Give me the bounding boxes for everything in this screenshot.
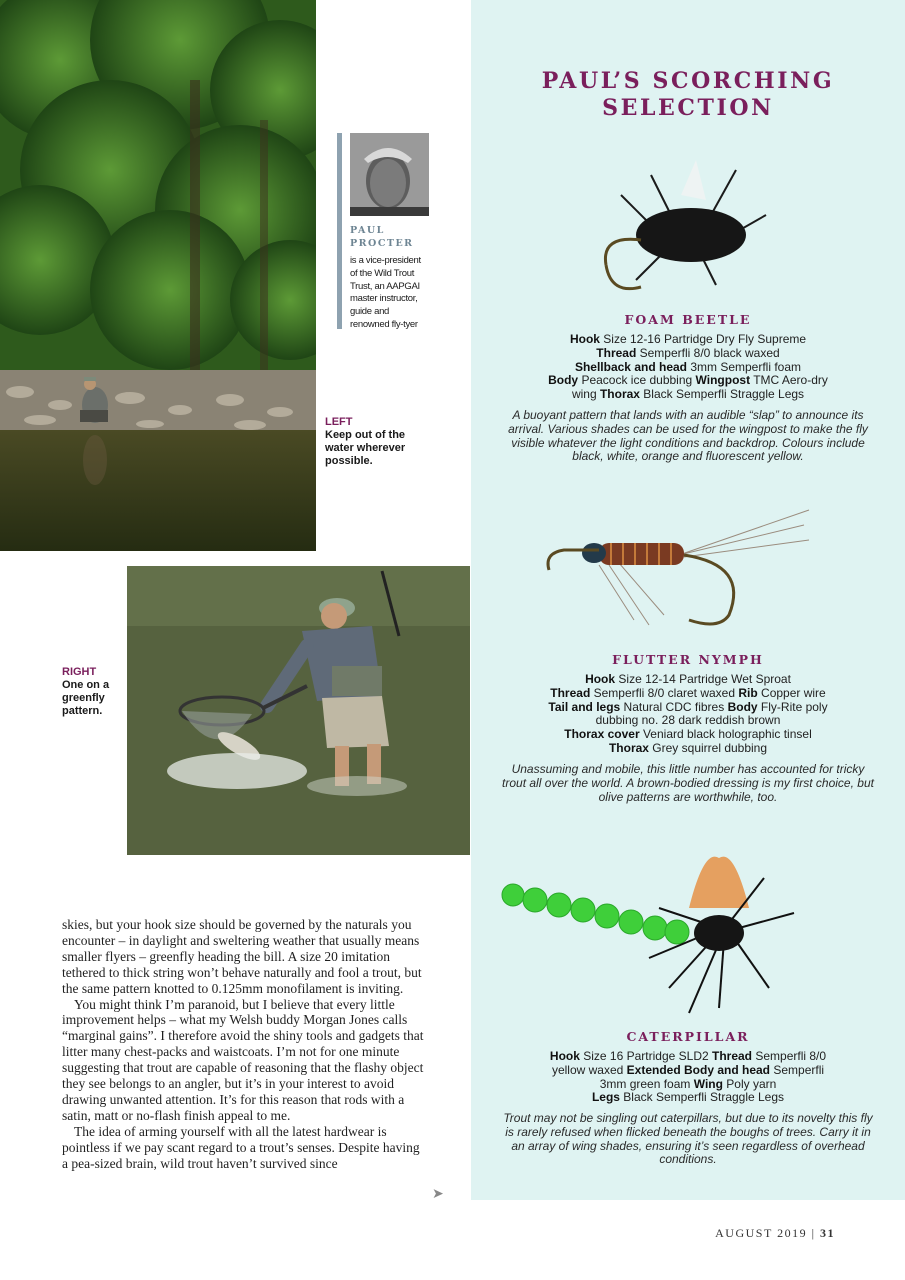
fly-spec-value: wing xyxy=(571,387,600,402)
fly-description-caterpillar: Trout may not be singling out caterpillars, but due to its novelty this fly is rarely refused when flicked beneath the boughs of trees. Carry it in an array of wing shades, ensuring it’s seen regardless of overhead conditions. xyxy=(503,1111,873,1167)
fly-spec-value: Semperfli xyxy=(770,1062,825,1077)
author-portrait xyxy=(350,133,429,216)
fly-spec-line xyxy=(471,1050,905,1064)
article-paragraph: You might think I’m paranoid, but I believe that every little improvement helps – what my Welsh buddy Morgan Jones calls “marginal gains”. I therefore avoid the shiny tools and gadgets that litter many chest-packs and waistcoats. I’m not for one minute suggesting that trout are capable of reasoning that the flashy object they see belongs to an angler, but it’s in your interest to avoid drawing unwanted attention. It’s for this reason that rods with a satin, matt or no-flash finish appeal to me. xyxy=(62,996,424,1123)
fly-spec-label: Thorax xyxy=(599,387,640,402)
fly-spec-value: Size 12-16 Partridge Dry Fly Supreme xyxy=(599,332,807,346)
fly-spec-value: Poly yarn xyxy=(722,1076,777,1091)
fly-spec-line xyxy=(471,714,905,728)
fly-spec-line xyxy=(471,673,905,687)
fly-spec-value: Copper wire xyxy=(757,685,826,700)
fly-spec-line xyxy=(471,1064,905,1078)
page-number: 31 xyxy=(820,1226,835,1240)
fly-spec-label: Body xyxy=(727,699,758,714)
caterpillar-image xyxy=(499,848,799,1023)
fly-spec-value: Black Semperfli Straggle Legs xyxy=(639,387,805,402)
fly-spec-label: Wingpost xyxy=(695,373,751,388)
netting-trout-photo xyxy=(127,566,470,855)
fly-spec-label: Body xyxy=(548,373,579,388)
right-caption-text: One on a greenfly pattern. xyxy=(62,679,110,717)
riverbank-photo xyxy=(0,0,316,551)
fly-spec-value: Fly-Rite poly xyxy=(757,699,828,714)
left-caption-text: Keep out of the water wherever possible. xyxy=(325,429,406,467)
fly-spec-foam-beetle xyxy=(471,333,905,402)
fly-spec-value: Semperfli 8/0 claret waxed xyxy=(590,685,739,700)
fly-spec-label: Thorax cover xyxy=(564,727,640,742)
fly-description-foam-beetle: A buoyant pattern that lands with an audible “slap” to announce its arrival. Various shades can be used for the wingpost to make the fly visible whatever the light conditions and backdrop. Colours include black, white, orange and fluorescent yellow. xyxy=(508,408,868,464)
author-bio: is a vice-president of the Wild Trout Trust, an AAPGAI master instructor, guide and renowned fly-tyer xyxy=(350,255,421,330)
fly-spec-value: Grey squirrel dubbing xyxy=(648,740,768,755)
fly-title-flutter-nymph: FLUTTER NYMPH xyxy=(612,652,764,667)
fly-spec-value: Black Semperfli Straggle Legs xyxy=(619,1090,785,1105)
fly-spec-line xyxy=(471,742,905,756)
sidebar-title xyxy=(471,68,905,122)
fly-spec-line xyxy=(471,687,905,701)
foam-beetle-image xyxy=(581,155,781,300)
fly-spec-line xyxy=(471,388,905,402)
fly-spec-value: yellow waxed xyxy=(551,1062,627,1077)
fly-spec-label: Hook xyxy=(585,672,616,686)
left-caption-tag: LEFT xyxy=(325,416,353,428)
fly-spec-label: Extended Body and head xyxy=(626,1062,771,1077)
fly-spec-label: Shellback and head xyxy=(574,359,687,374)
fly-spec-label: Rib xyxy=(738,685,758,700)
fly-spec-value: 3mm green foam xyxy=(599,1076,694,1091)
netting-trout-photo-art xyxy=(127,566,470,855)
fly-spec-label: Wing xyxy=(693,1076,723,1091)
fly-spec-value: 3mm Semperfli foam xyxy=(687,359,802,374)
fly-spec-value: Natural CDC fibres xyxy=(620,699,728,714)
fly-spec-line xyxy=(471,728,905,742)
footer-separator: | xyxy=(807,1226,820,1240)
fly-spec-line xyxy=(471,1078,905,1092)
sidebar-title-line-2: SELECTION xyxy=(602,95,774,121)
issue-date: AUGUST 2019 xyxy=(715,1226,808,1240)
fly-spec-value: Veniard black holographic tinsel xyxy=(639,727,812,742)
fly-spec-flutter-nymph xyxy=(471,673,905,756)
article-paragraph: skies, but your hook size should be governed by the naturals you encounter – in daylight and sweltering weather that usually means smaller flyers – greenfly heading the bill. A size 20 imitation tethered to thick string won’t behave naturally and fool a trout, but the same pattern knotted to 0.125mm monofilament is inviting. xyxy=(62,917,422,996)
fly-spec-line xyxy=(471,347,905,361)
fly-spec-line xyxy=(471,1091,905,1105)
fly-spec-label: Thorax xyxy=(608,740,649,755)
fly-spec-label: Hook xyxy=(569,332,600,346)
fly-spec-value: Size 16 Partridge SLD2 xyxy=(579,1049,712,1063)
fly-title-caterpillar: CATERPILLAR xyxy=(626,1029,750,1044)
fly-selection-sidebar xyxy=(471,0,905,1200)
right-caption-tag: RIGHT xyxy=(62,666,97,678)
left-caption xyxy=(325,416,425,468)
fly-spec-label: Legs xyxy=(591,1090,620,1105)
fly-spec-value: Size 12-14 Partridge Wet Sproat xyxy=(615,672,791,686)
sidebar-title-line-1: PAUL’S SCORCHING xyxy=(541,68,835,94)
fly-spec-line xyxy=(471,361,905,375)
page-footer xyxy=(715,1226,835,1241)
author-name: PAUL PROCTER xyxy=(350,225,414,249)
author-portrait-art xyxy=(350,133,429,216)
fly-title-foam-beetle: FOAM BEETLE xyxy=(624,312,752,327)
article-body xyxy=(62,917,428,1172)
fly-description-flutter-nymph: Unassuming and mobile, this little number has accounted for tricky trout all over the world. A brown-bodied dressing is my first choice, but olive patterns are worthwhile, too. xyxy=(502,762,874,804)
fly-spec-value: Semperfli 8/0 black waxed xyxy=(636,345,780,360)
article-paragraph: The idea of arming yourself with all the latest hardwear is pointless if we pay scant regard to a trout’s senses. Despite having a pea-sized brain, wild trout haven’t survived since xyxy=(62,1123,420,1171)
riverbank-photo-art xyxy=(0,0,316,551)
fly-spec-line xyxy=(471,374,905,388)
fly-spec-line xyxy=(471,701,905,715)
fly-spec-value: Peacock ice dubbing xyxy=(578,373,696,388)
continue-arrow-icon: ➤ xyxy=(432,1186,444,1202)
fly-spec-value: Semperfli 8/0 xyxy=(752,1049,827,1063)
fly-spec-value: dubbing no. 28 dark reddish brown xyxy=(595,713,781,728)
right-caption xyxy=(62,666,124,718)
fly-spec-label: Thread xyxy=(550,685,591,700)
fly-spec-value: TMC Aero-dry xyxy=(750,373,828,388)
author-box xyxy=(337,133,437,329)
fly-spec-label: Thread xyxy=(596,345,637,360)
fly-spec-label: Hook xyxy=(549,1049,580,1063)
fly-spec-label: Thread xyxy=(712,1049,753,1063)
fly-spec-label: Tail and legs xyxy=(548,699,621,714)
fly-spec-line xyxy=(471,333,905,347)
flutter-nymph-image xyxy=(539,505,819,635)
fly-spec-caterpillar xyxy=(471,1050,905,1105)
